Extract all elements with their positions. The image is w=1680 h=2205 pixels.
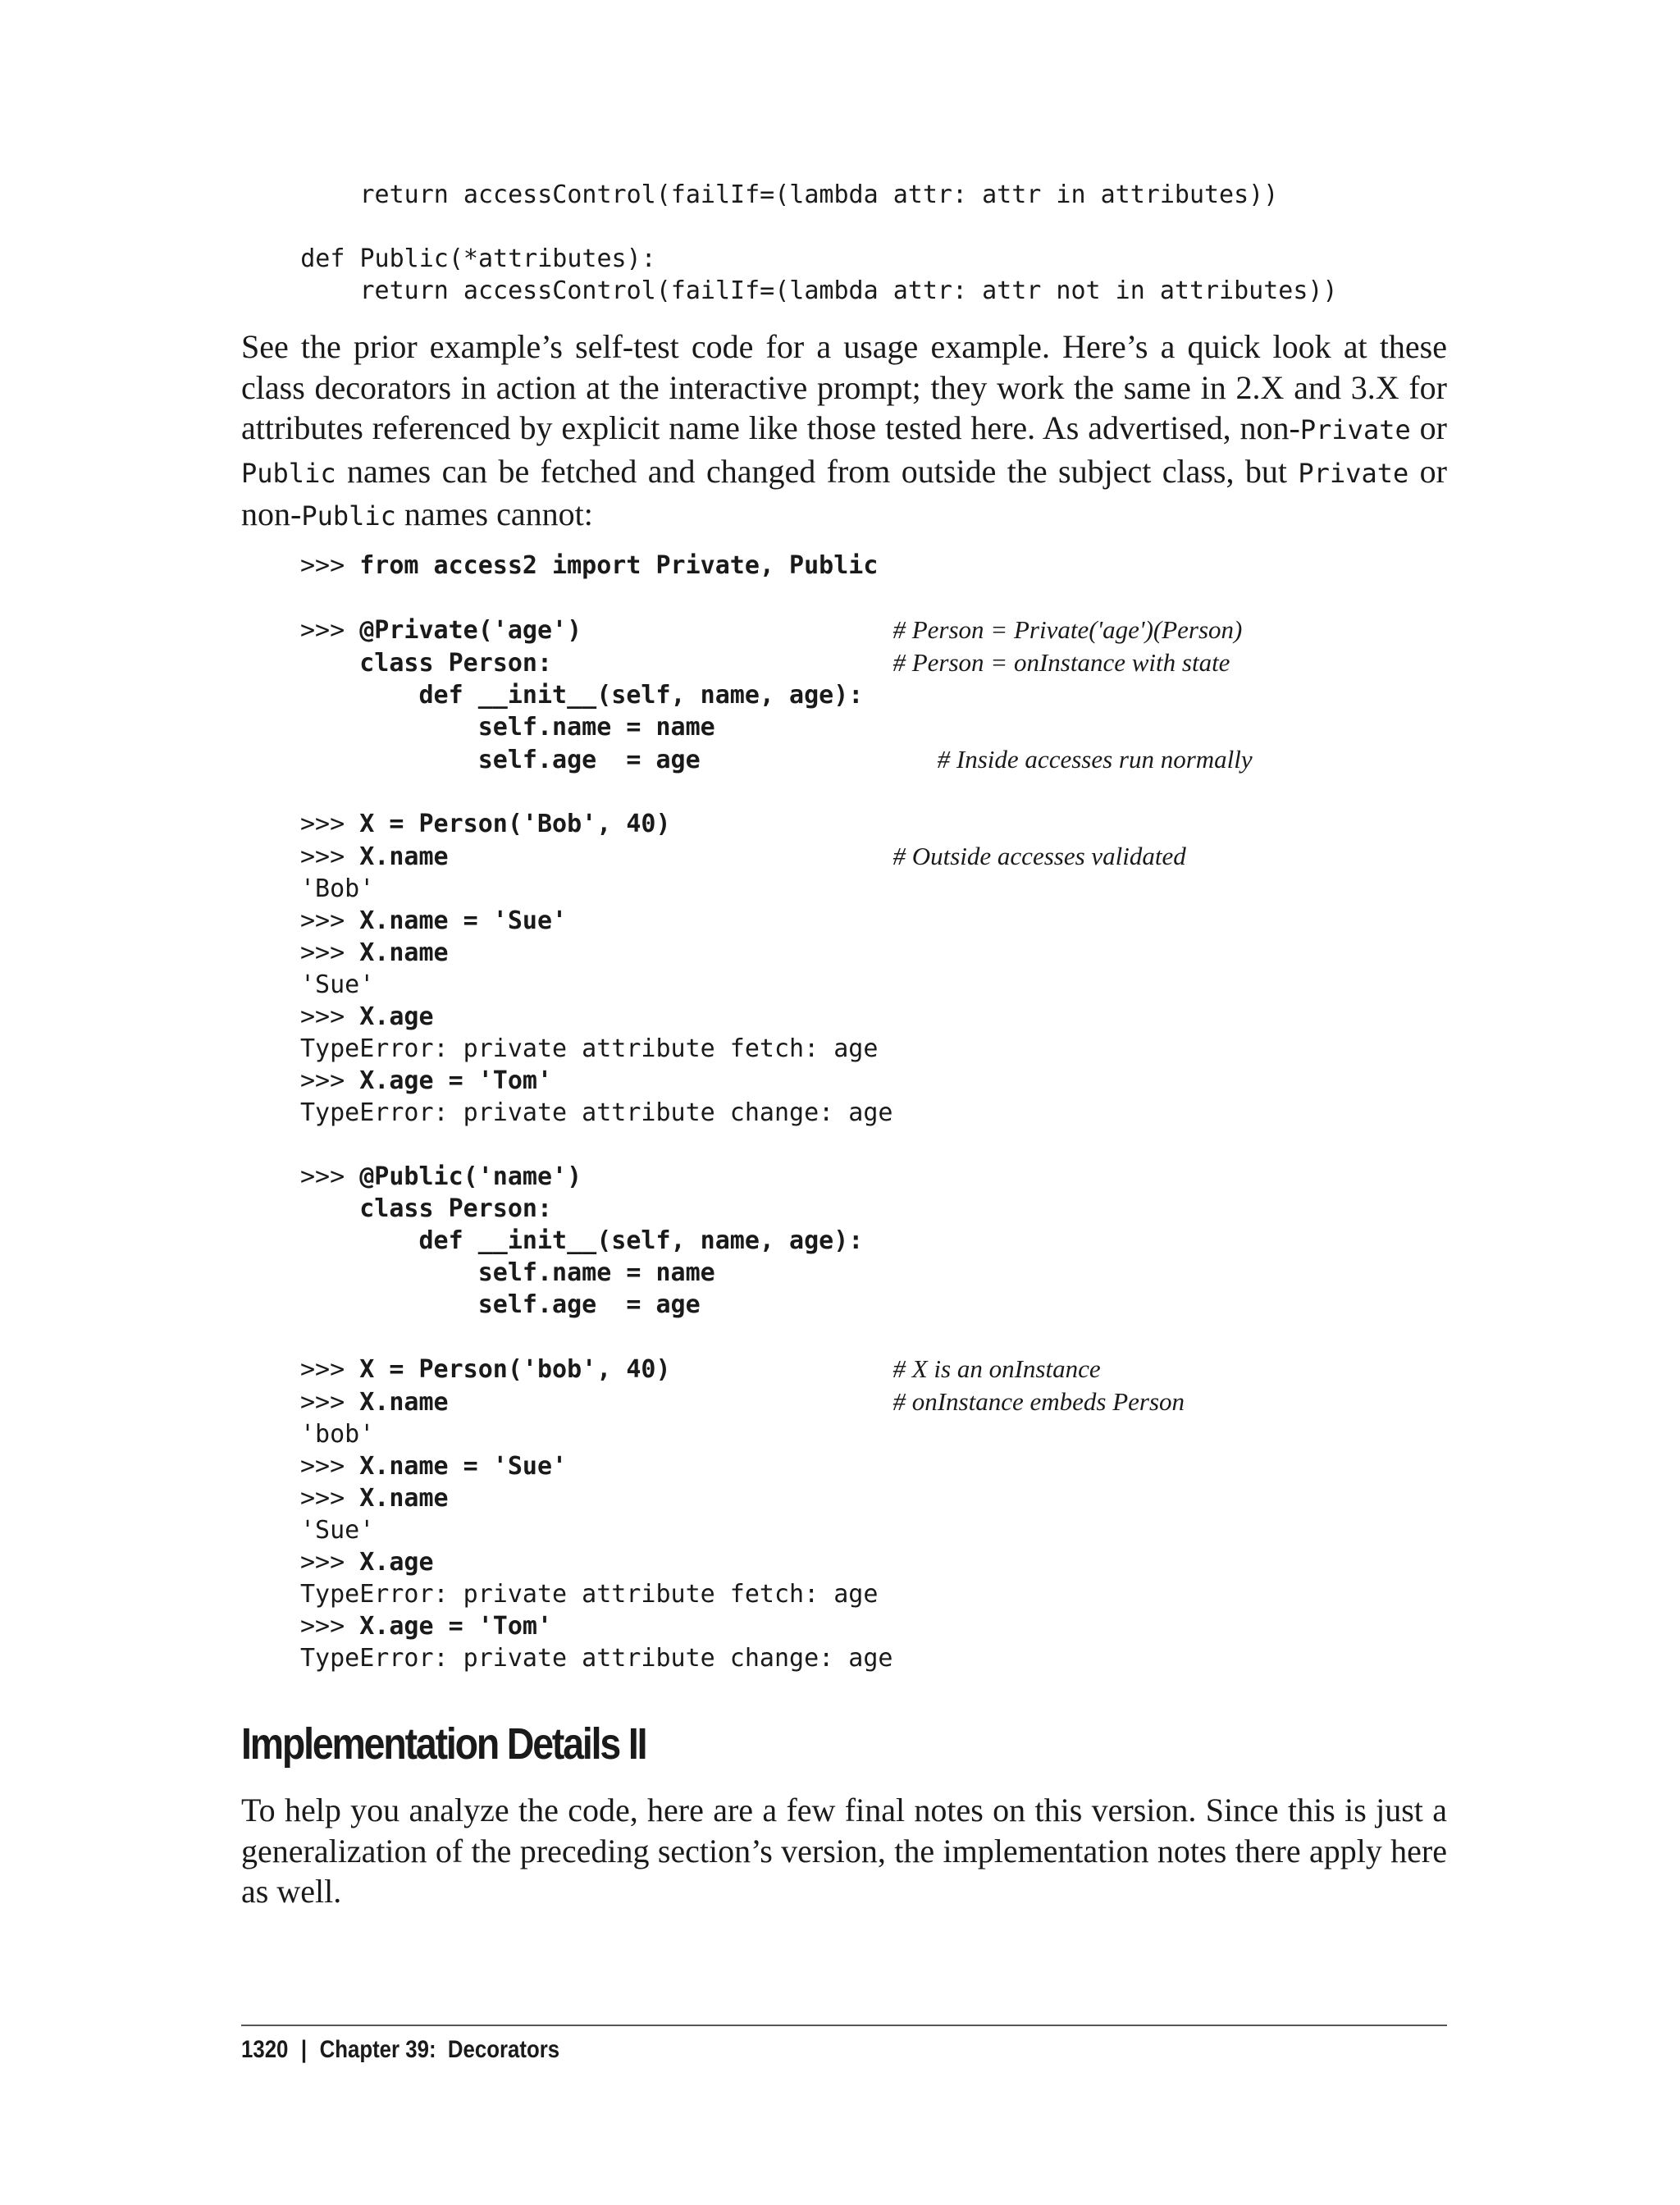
prompt: >>>	[300, 938, 360, 967]
code-output: 'Sue'	[300, 970, 375, 999]
prompt: >>>	[300, 810, 360, 838]
footer-rule	[241, 2025, 1447, 2026]
code-input: class Person:	[359, 649, 553, 678]
prompt: >>>	[300, 842, 360, 871]
code-input: self.name = name	[477, 1258, 715, 1287]
code-output: 'Sue'	[300, 1516, 375, 1545]
code-output: TypeError: private attribute change: age	[300, 1644, 893, 1673]
code-line: def Public(*attributes):	[241, 244, 656, 273]
code-input: def __init__(self, name, age):	[418, 681, 864, 710]
prompt: >>>	[300, 551, 360, 580]
code-output: TypeError: private attribute change: age	[300, 1098, 893, 1127]
code-input: X.name = 'Sue'	[359, 1452, 568, 1481]
code-input: X.name	[359, 938, 449, 967]
code-input: self.name = name	[477, 713, 715, 742]
code-input: X.name = 'Sue'	[359, 906, 568, 935]
code-input: @Private('age')	[359, 616, 582, 645]
inline-code: Private	[1299, 414, 1411, 445]
code-output: TypeError: private attribute fetch: age	[300, 1580, 879, 1609]
code-input: class Person:	[359, 1194, 553, 1223]
code-input: X.name	[359, 842, 449, 871]
code-input: X.age = 'Tom'	[359, 1612, 553, 1641]
code-input: from access2 import Private, Public	[359, 551, 879, 580]
code-listing-top	[241, 179, 1338, 307]
section-heading: Implementation Details II	[241, 1719, 646, 1769]
prompt: >>>	[300, 1388, 360, 1417]
prompt: >>>	[300, 1066, 360, 1095]
prompt: >>>	[300, 1612, 360, 1641]
code-input: X.name	[359, 1484, 449, 1513]
code-output: 'bob'	[300, 1420, 375, 1449]
prompt: >>>	[300, 616, 360, 645]
inline-code: Public	[241, 457, 336, 489]
page-number: 1320	[241, 2036, 289, 2063]
chapter-title: Chapter 39: Decorators	[319, 2036, 560, 2063]
intro-paragraph: See the prior example’s self-test code for a usage example. Here’s a quick look at these class decorators in action at the interactive prompt; they work the same in 2.X and 3.X for attributes referenced by explicit name like those tested here. As advertised, non-Private or Public names can be fetched and changed from outside the subject class, but Private or non-Public names cannot:	[241, 328, 1447, 532]
code-output: 'Bob'	[300, 874, 375, 903]
code-comment: # Person = Private('age')(Person)	[892, 615, 1243, 644]
code-comment: # Inside accesses run normally	[937, 745, 1253, 774]
code-input: self.age = age	[477, 1290, 701, 1319]
prompt: >>>	[300, 1484, 360, 1513]
prompt: >>>	[300, 1162, 360, 1191]
code-input: self.age = age	[477, 746, 701, 774]
code-comment: # onInstance embeds Person	[892, 1387, 1185, 1416]
code-line: return accessControl(failIf=(lambda attr: attr not in attributes))	[241, 276, 1338, 305]
code-input: X.age = 'Tom'	[359, 1066, 553, 1095]
code-input: X.age	[359, 1548, 434, 1577]
prompt: >>>	[300, 1548, 360, 1577]
closing-paragraph: To help you analyze the code, here are a few final notes on this version. Since this is just a generalization of the preceding section’s version, the implementation notes there apply here as well.	[241, 1792, 1447, 1910]
prompt: >>>	[300, 1002, 360, 1031]
code-input: X = Person('Bob', 40)	[359, 810, 671, 838]
code-input: @Public('name')	[359, 1162, 582, 1191]
inline-code: Public	[301, 500, 396, 532]
footer-separator: |	[300, 2036, 308, 2063]
inline-code: Private	[1298, 457, 1409, 489]
code-line: return accessControl(failIf=(lambda attr: attr in attributes))	[241, 180, 1279, 209]
prompt: >>>	[300, 1355, 360, 1384]
code-comment: # Outside accesses validated	[892, 842, 1186, 870]
code-comment: # Person = onInstance with state	[892, 648, 1230, 677]
code-input: X = Person('bob', 40)	[359, 1355, 671, 1384]
code-input: X.age	[359, 1002, 434, 1031]
code-input: def __init__(self, name, age):	[418, 1226, 864, 1255]
page-footer	[241, 2036, 559, 2064]
prompt: >>>	[300, 1452, 360, 1481]
code-comment: # X is an onInstance	[892, 1354, 1101, 1383]
interactive-session-listing	[300, 550, 1253, 1674]
code-output: TypeError: private attribute fetch: age	[300, 1034, 879, 1063]
code-input: X.name	[359, 1388, 449, 1417]
prompt: >>>	[300, 906, 360, 935]
